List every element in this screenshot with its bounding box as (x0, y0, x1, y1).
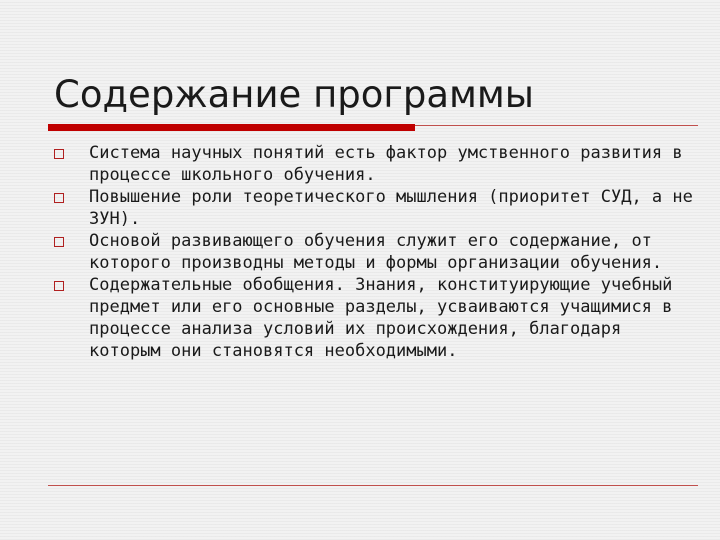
bullet-text: Основой развивающего обучения служит его содержание, от которого производны методы и формы организации обучения. (89, 231, 663, 273)
list-item (54, 274, 694, 362)
bullet-text: Содержательные обобщения. Знания, конституирующие учебный предмет или его основные разделы, усваиваются учащимися в процессе анализа условий их происхождения, благодаря которым они становятся необходимыми. (89, 275, 673, 361)
square-bullet-icon (54, 237, 64, 247)
footer-divider (48, 485, 698, 486)
bullet-list (54, 142, 694, 362)
square-bullet-icon (54, 193, 64, 203)
slide-title: Содержание программы (54, 73, 535, 116)
bullet-text: Система научных понятий есть фактор умственного развития в процессе школьного обучения. (89, 143, 683, 185)
list-item (54, 230, 694, 274)
bullet-text: Повышение роли теоретического мышления (приоритет СУД, а не ЗУН). (89, 187, 693, 229)
list-item (54, 142, 694, 186)
list-item (54, 186, 694, 230)
square-bullet-icon (54, 281, 64, 291)
title-underline-accent (48, 124, 415, 131)
square-bullet-icon (54, 149, 64, 159)
